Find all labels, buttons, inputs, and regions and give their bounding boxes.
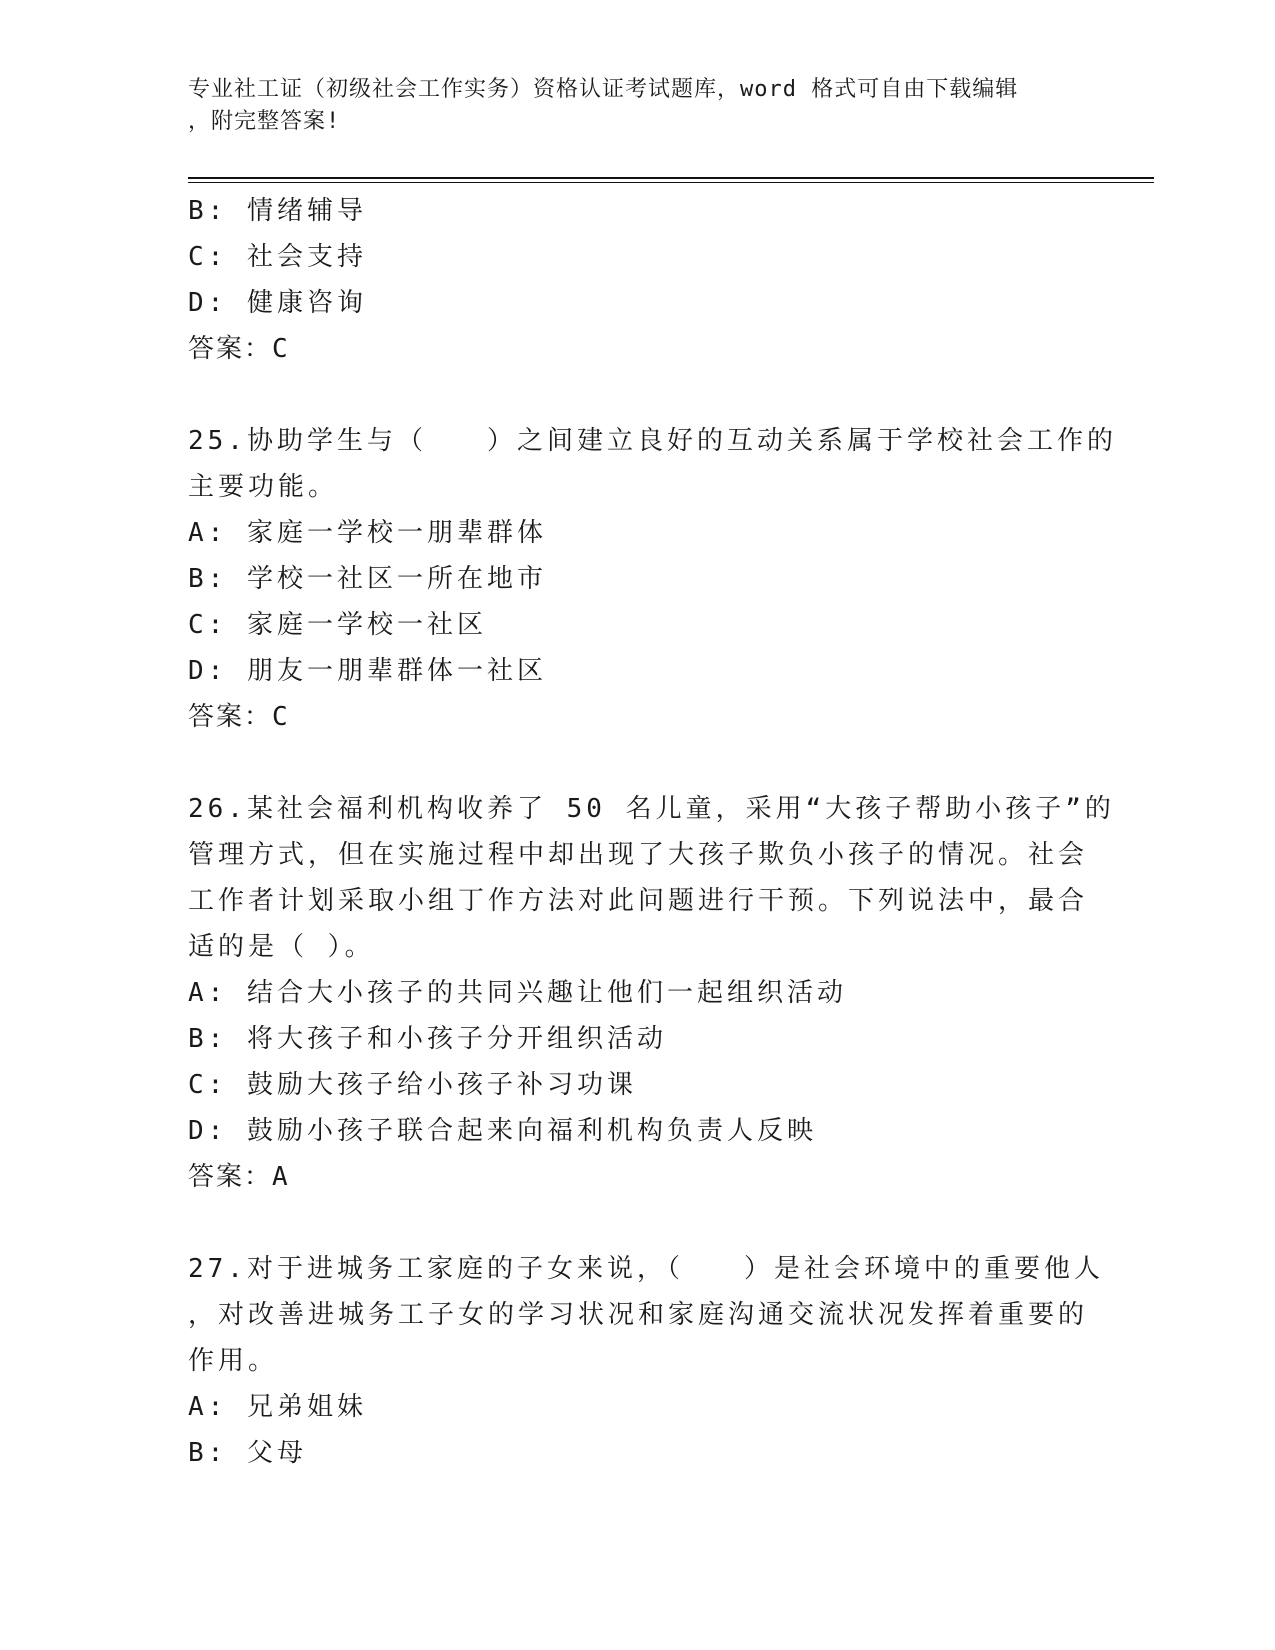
spacer (188, 372, 1088, 418)
header-divider-thin (188, 182, 1154, 183)
question-stem: 管理方式，但在实施过程中却出现了大孩子欺负小孩子的情况。社会 (188, 840, 1089, 870)
answer-value: A (272, 1162, 290, 1192)
answer-label: 答案： (188, 702, 273, 732)
question-stem: 25.协助学生与（ ）之间建立良好的互动关系属于学校社会工作的 (188, 426, 1117, 456)
answer-line (188, 694, 1088, 740)
answer-value: C (272, 702, 290, 732)
question-stem: 作用。 (188, 1346, 279, 1376)
question-stem: 26.某社会福利机构收养了 50 名儿童，采用“大孩子帮助小孩子”的 (188, 794, 1115, 824)
document-header (188, 74, 1068, 138)
option-b: B: 情绪辅导 (188, 196, 367, 226)
question-27 (188, 1246, 1104, 1476)
option-d: D: 健康咨询 (188, 288, 367, 318)
option-a: A: 家庭一学校一朋辈群体 (188, 518, 547, 548)
option-d: D: 朋友一朋辈群体一社区 (188, 656, 547, 686)
answer-line (188, 1154, 1088, 1200)
option-c: C: 家庭一学校一社区 (188, 610, 487, 640)
question-list (188, 188, 1117, 1476)
option-a: A: 结合大小孩子的共同兴趣让他们一起组织活动 (188, 978, 847, 1008)
option-c: C: 鼓励大孩子给小孩子补习功课 (188, 1070, 637, 1100)
answer-line (188, 326, 1088, 372)
option-a: A: 兄弟姐妹 (188, 1392, 367, 1422)
header-divider-thick (188, 177, 1154, 179)
option-b: B: 学校一社区一所在地市 (188, 564, 547, 594)
question-25 (188, 418, 1117, 740)
option-d: D: 鼓励小孩子联合起来向福利机构负责人反映 (188, 1116, 817, 1146)
question-stem: 27.对于进城务工家庭的子女来说，（ ）是社会环境中的重要他人 (188, 1254, 1104, 1284)
header-line-2: ，附完整答案! (188, 109, 341, 134)
spacer (188, 1200, 1088, 1246)
option-b: B: 将大孩子和小孩子分开组织活动 (188, 1024, 667, 1054)
question-stem: ，对改善进城务工子女的学习状况和家庭沟通交流状况发挥着重要的 (188, 1300, 1089, 1330)
answer-label: 答案： (188, 1162, 273, 1192)
question-26 (188, 786, 1115, 1200)
question-24 (188, 188, 1088, 372)
option-c: C: 社会支持 (188, 242, 367, 272)
question-stem: 工作者计划采取小组丁作方法对此问题进行干预。下列说法中，最合 (188, 886, 1089, 916)
question-stem: 主要功能。 (188, 472, 339, 502)
answer-label: 答案： (188, 334, 273, 364)
question-stem: 适的是（ ）。 (188, 932, 375, 962)
spacer (188, 740, 1088, 786)
header-line-1: 专业社工证（初级社会工作实务）资格认证考试题库，word 格式可自由下载编辑 (188, 77, 1019, 102)
answer-value: C (272, 334, 290, 364)
option-b: B: 父母 (188, 1438, 307, 1468)
